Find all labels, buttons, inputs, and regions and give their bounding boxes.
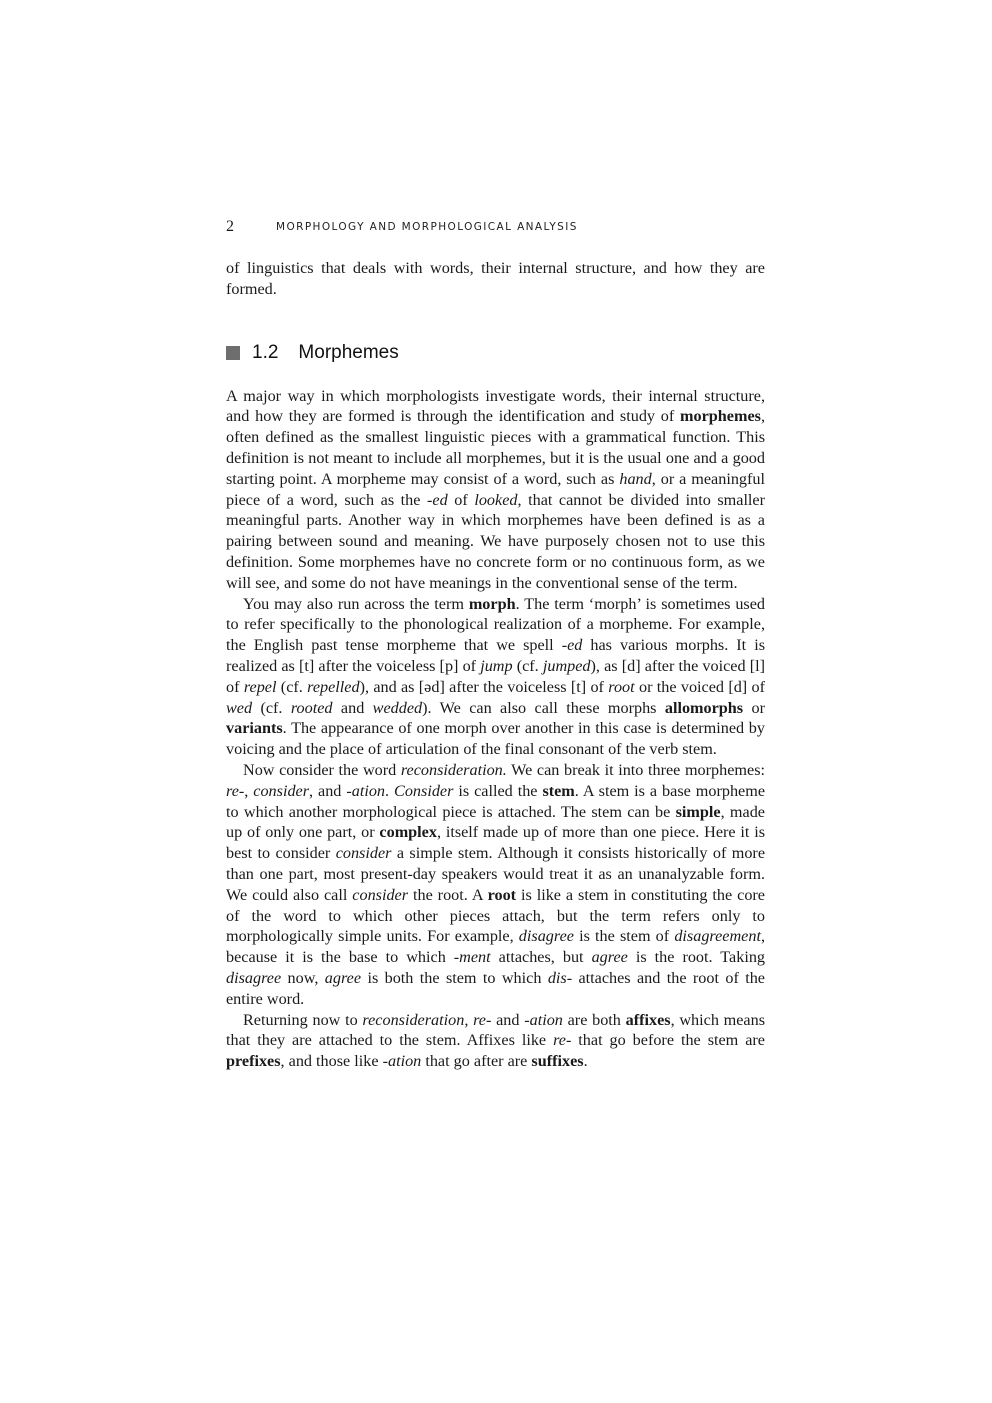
text-run: . A stem is a base morpheme to which another morphological piece is attached. The stem can be: [226, 781, 765, 821]
text-run: , and those like: [280, 1052, 383, 1071]
text-run: , often defined as the smallest linguistic pieces with a grammatical function. This definition is not meant to include all morphemes, but it is the usual one and a good starting point. A morpheme may consist of a word, such as: [226, 407, 765, 488]
italic-term: disagree: [226, 968, 282, 987]
text-run: (cf.: [276, 677, 308, 696]
italic-term: -ation: [346, 781, 386, 800]
text-run: or the voiced [d] of: [634, 677, 765, 696]
italic-term: -ed: [427, 490, 448, 509]
italic-term: dis-: [547, 968, 573, 987]
italic-term: wedded: [372, 698, 423, 717]
bold-term: affixes: [625, 1010, 671, 1029]
text-run: is the root. Taking: [627, 948, 766, 967]
bold-term: complex: [379, 823, 437, 842]
italic-term: -ation: [524, 1010, 563, 1029]
italic-term: jumped: [542, 656, 591, 675]
text-run: . The appearance of one morph over another in this case is determined by voicing and the place of articulation of the final consonant of the verb stem.: [226, 719, 765, 759]
text-run: , because it is the base to which: [226, 927, 765, 967]
text-run: ), and as [əd] after the voiceless [t] of: [359, 677, 609, 696]
text-run: .: [385, 781, 395, 800]
italic-term: looked: [474, 490, 518, 509]
italic-term: re-: [226, 781, 245, 800]
text-run: and: [332, 698, 373, 717]
italic-term: hand: [619, 469, 652, 488]
paragraph-morph: [226, 594, 765, 760]
paragraph-affixes: [226, 1010, 765, 1072]
text-run: now,: [281, 968, 325, 987]
italic-term: repelled: [307, 677, 360, 696]
text-run: , and: [309, 781, 347, 800]
text-run: has various morphs. It is realized as [t] after the voiceless [p] of: [226, 636, 765, 675]
italic-term: disagree: [518, 927, 574, 946]
italic-term: -ation: [382, 1052, 422, 1071]
text-run: , made up of only one part, or: [226, 802, 765, 842]
text-run: A major way in which morphologists investigate words, their internal structure, and how they are formed is through the identification and study of: [226, 386, 765, 426]
section-square-icon: [226, 346, 240, 360]
text-run: , which means that they are attached to the stem. Affixes like: [226, 1010, 765, 1050]
section-heading: [226, 341, 765, 365]
text-run: of linguistics that deals with words, their internal structure, and how they are formed.: [226, 259, 765, 298]
italic-term: reconsideration.: [400, 760, 507, 779]
bold-term: prefixes: [226, 1052, 281, 1071]
italic-term: -ed: [561, 636, 583, 655]
text-run: (cf.: [512, 656, 543, 675]
text-run: a simple stem. Although it consists historically of more than one part, most present-day speakers would treat it as an unanalyzable form. We could also call: [226, 844, 766, 904]
italic-term: rooted: [290, 698, 333, 717]
section-title: Morphemes: [298, 341, 399, 363]
bold-term: simple: [675, 802, 721, 821]
bold-term: root: [487, 885, 517, 904]
text-run: are both: [562, 1010, 626, 1029]
page-number: 2: [226, 218, 234, 235]
text-run: of: [447, 490, 475, 509]
bold-term: variants: [226, 719, 283, 738]
text-run: We can break it into three morphemes:: [506, 760, 765, 779]
text-run: .: [583, 1052, 588, 1071]
running-header: [226, 218, 766, 238]
italic-term: consider: [335, 844, 392, 863]
text-run: Returning now to: [243, 1010, 363, 1029]
italic-term: jump: [480, 656, 513, 675]
italic-term: re-: [553, 1031, 572, 1050]
bold-term: suffixes: [531, 1052, 584, 1071]
paragraph-morphemes-definition: [226, 386, 765, 594]
text-run: is like a stem in constituting the core of the word to which other pieces attach, but the term refers only to morphologically simple units. For example,: [226, 885, 765, 946]
text-run: , or a meaningful piece of a word, such as the: [226, 469, 766, 509]
italic-term: wed: [226, 698, 253, 717]
text-run: attaches and the root of the entire word.: [226, 968, 765, 1008]
italic-term: disagreement: [674, 927, 761, 946]
text-run: Now consider the word: [243, 760, 401, 779]
running-head-title: MORPHOLOGY AND MORPHOLOGICAL ANALYSIS: [276, 221, 578, 233]
paragraph-continuation: [226, 258, 765, 300]
section-number: 1.2: [252, 341, 279, 363]
bold-term: allomorphs: [664, 698, 744, 717]
text-run: ,: [244, 781, 254, 800]
italic-term: agree: [324, 968, 362, 987]
text-run: , itself made up of more than one piece. Here it is best to consider: [226, 823, 766, 863]
italic-term: root: [608, 677, 635, 696]
text-run: , that cannot be divided into smaller meaningful parts. Another way in which morphemes have been defined is as a pairing between sound and meaning. We have purposely chosen not to use this definition. Some morphemes have no concrete form or no continuous form, as we will see, and some do not have meanings in the conventional sense of the term.: [226, 490, 766, 592]
text-run: ), as [d] after the voiced [l] of: [226, 656, 765, 696]
text-run: You may also run across the term: [243, 594, 469, 613]
text-run: . The term ‘morph’ is sometimes used to refer specifically to the phonological realization of a morpheme. For example, the English past tense morpheme that we spell: [226, 594, 765, 655]
italic-term: reconsideration, re-: [362, 1010, 492, 1029]
italic-term: agree: [591, 948, 628, 967]
text-run: (cf.: [252, 698, 291, 717]
text-run: the root. A: [408, 885, 488, 904]
bold-term: morph: [468, 594, 516, 613]
bold-term: morphemes: [680, 407, 761, 426]
italic-term: consider: [253, 781, 310, 800]
text-run: and: [491, 1010, 525, 1029]
text-run: that go after are: [421, 1052, 532, 1071]
bold-term: stem: [542, 781, 575, 800]
paragraph-stem-root: [226, 760, 765, 1010]
text-run: is both the stem to which: [361, 968, 548, 987]
text-run: that go before the stem are: [571, 1031, 765, 1050]
text-run: or: [743, 698, 765, 717]
text-run: is the stem of: [573, 927, 675, 946]
text-run: ). We can also call these morphs: [422, 698, 665, 717]
italic-term: consider: [352, 885, 409, 904]
page-body: [226, 258, 765, 1072]
text-run: is called the: [453, 781, 543, 800]
italic-term: repel: [243, 677, 277, 696]
text-run: attaches, but: [490, 948, 592, 967]
italic-term: -ment: [453, 948, 491, 967]
italic-term: Consider: [394, 781, 454, 800]
